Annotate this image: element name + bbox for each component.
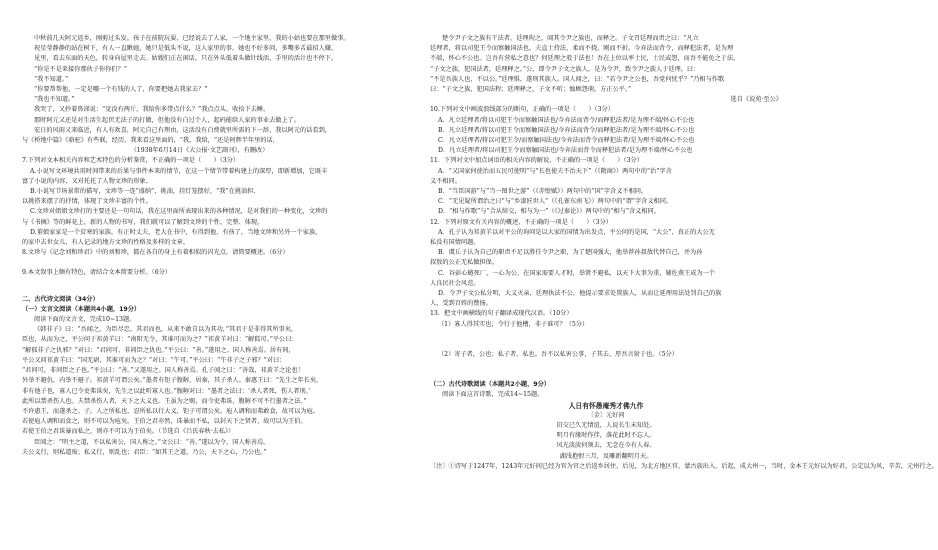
story-line: 与《桥地中篇》《骆驼》有些联，经历，我来看这里面的，“我，我给，“还是阿辉半年里的话， bbox=[22, 137, 279, 145]
option-c-cont: 人良民社会风范。 bbox=[430, 279, 480, 287]
passage-line: 平公又问祁黄羊曰：“国无尉，其谁可而为之？”对曰：“午可。”平公曰：“午非子之子邪？”对曰： bbox=[22, 356, 286, 364]
passage-line: 臣闻之：“明主之道，不以私害公，国人称之。”文公曰：“善。”遂以为令，国人称善焉。 bbox=[34, 438, 270, 446]
story-line: 我哭了，又抄着鼻涕说：“觉没有两斤，我给你多带点什么？”我点点头，收拾下去睡。 bbox=[34, 106, 270, 114]
option-c: C．谷彭心蜷死厂，一心为公，在国家需要人才时，举贤不避私，以天下大事为重，辅佐燕王成为一个 bbox=[438, 269, 715, 277]
option-d: D．令尹子文公私分明，大义灭亲，廷理执法不公，他提示要求处置族人，从而让延理用法处罚自己的族 bbox=[438, 290, 722, 298]
question-13: 13．把文中画横线的句子翻译成现代汉语。（10分） bbox=[430, 310, 573, 318]
option-c: C．“无见疑所谓治之日”与“乡漆匠世人”（《孔雀东南飞》）两句中的“谓”字含义相同。 bbox=[438, 198, 673, 206]
passage-line: “不是吾族人也，不以公。”廷理惧，遂刑其族人。国人闻之，曰：“若令尹之公也，吾党何忧乎？”乃相与作歌 bbox=[430, 75, 725, 83]
passage-line: 曰：“子文之族，犯国法程；廷理释之，子文不听；恤顾怨萌，方正公平。” bbox=[430, 86, 632, 94]
question-9: 9.本文叙事上颇有特色，请结合文本简要分析。（6分） bbox=[22, 269, 172, 277]
option-a: A.小说写文环境共用时间带来的后果与事件本来的情节，在这一个情节带着构建上的深厚，即新增加，它既丰 bbox=[30, 167, 328, 175]
passage-line: “解狐非子之仇邪？”对曰：“君问可，非问臣之仇也。”平公曰：“善。”遂用之。国人称善焉。居有间， bbox=[22, 346, 295, 354]
passage-line: 若使王伯之君诛暴而私之，则亦不可以为王伯矣。（节选自《吕氏春秋·去私》） bbox=[22, 428, 235, 436]
option-d: D．“相与作歌”与“合从缔交，相与为一”（《过秦论》）两句中的“相与”含义相同。 bbox=[438, 208, 660, 216]
story-line: 宏日的风雨又来临近，有人有欢喜，阿元自己有理由，这活没有白费就里所需的下一辞，我以阿元的话看到， bbox=[34, 126, 331, 134]
passage-line: 若使庖人调和而食之，则不可以为庖矣。王伯之君亦然，诛暴而不私，以封天下之贤者，故可以为王伯。 bbox=[22, 418, 307, 426]
question-13-2: （2）寄子者，公也；私子者，私也。吾不以私害公事，子其去，厚吾言射于也。（5分） bbox=[438, 350, 678, 358]
subsection-1-title: （一）文言文阅读（本题共4小题，19分） bbox=[22, 305, 141, 313]
subsection-2-intro: 阅读下面这首诗歌，完成14~15题。 bbox=[442, 391, 544, 399]
right-column bbox=[430, 34, 938, 472]
option-b: B．虞丘子认为自己的职责不足以胜任令尹之职，为了楚国强大，他举荐孙叔敖代替自己，并为孙 bbox=[438, 249, 703, 257]
story-line: 中秋前几天阿元返乡，刚剪过头发。孩子在前院玩耍，已经说去了人家，一个地主家里，我的小姑也要在那里做事。 bbox=[34, 35, 350, 42]
option-b-cont: 叔敖的公正无私做担保。 bbox=[430, 259, 499, 267]
question-12: 12．下列对原文有关内容的概述，不正确的一项是（ ）（3分） bbox=[430, 218, 612, 226]
story-line: 见里，看去东面的天色，转身向屋里走去。姑嫂们正在闲话，只在外头低着头做针线活，手里的活计也不停下。 bbox=[34, 55, 338, 63]
section-2-title: 二、古代诗文阅读（34分） bbox=[22, 295, 99, 303]
poem-note: 〔注〕①诗写于1247年，1243年元好问已经为官为官之后返乡居住，后见，为北方地区官，蒙古族出入，后起，成大州一，当时，金本王元好以为好君，公定以为风，辛苦，元州行之。 bbox=[430, 462, 938, 470]
poem-line: 风光淡淡何须去，无念在今有人春。 bbox=[556, 442, 656, 450]
dialogue-line: “你是不是来接你那伙子你你们？” bbox=[34, 65, 127, 73]
story-line: 祝星莹静静的站在树下，有人一直瞅她，她只是低头不说，这人家里的事，她也不好多问，多嘴多舌最招人嫌， bbox=[34, 45, 338, 53]
question-11: 11．下列对文中加点词语的相关内容的解说，不正确的一项是（ ）（3分） bbox=[430, 157, 643, 165]
question-8: 8.文珍与《记念刘和珍君》中的刘和珍，都在各自的身上有着相似的闪光点，请简要概述。（6分） bbox=[22, 249, 289, 257]
question-7: 7.下列对文本相关内容和艺术特色的分析鉴赏，不正确的一项是（ ）（3分） bbox=[22, 157, 240, 165]
option-a: A．“又国家何使治而五民可使明”与“长也使夫不治天下”（《隋商》）两句中的“治”字含 bbox=[438, 167, 672, 175]
passage-line: 《韩非子》曰：“吾闻之，为臣尽忠，其君而也，从来不敢自以为其功，”其君于是非得其所事矣， bbox=[34, 326, 298, 334]
option-d: D．凡立廷理者/将以司犯王令而察触国法也/今弃法而背令而释犯法者/是为理不端/怀心不公也 bbox=[438, 147, 693, 155]
option-b-cont: 以挑搭来摆了的抒情，体现了文珍丰富的个性。 bbox=[22, 198, 152, 206]
passage-line: 不端，怀心不公也。岂吾有营私之意也？何廷理之驳于法也！吾在上位以率士民，士民或怨，而吾不能免之于法。 bbox=[430, 55, 740, 63]
passage-line: 夫公义行，则私道废；私义行，则乱也；君臣：“如其王之道，乃公，天下之心，乃公也。” bbox=[22, 448, 267, 456]
passage-line: “子文之族，犯国法者，廷理释之。”公，即令尹子文之族人，是为令尹，致令尹之族人于廷理。曰： bbox=[430, 65, 700, 73]
poem-line: 湖浅抱恨三月，及雕新翻明月天。 bbox=[559, 452, 653, 460]
option-c-cont: 与《书摘》等的鲜花上，新的人物的书写，我们就可以了解到文珍的个性、完整、体现。 bbox=[22, 218, 264, 226]
passage-line: “君问可，非问臣之子也。”平公曰：“善。”又遂用之。国人称善焉。孔子闻之曰：“善哉，祁黄羊之论也！ bbox=[22, 367, 304, 375]
left-column bbox=[22, 34, 377, 458]
dialogue-line: “我也不知道。” bbox=[34, 96, 75, 104]
passage-line: 此所以禁杀伤人也。夫禁杀伤人者，天下之大义也。王虽为之赐，而令吏弗诛，腹䵍不可不行墨者之法。” bbox=[22, 397, 307, 405]
passage-line: 非有他子也，寡人已令吏弗诛矣，先生之以此听寡人也。”腹䵍对曰：“墨者之法曰：‘杀人者死，伤人者刑。’ bbox=[22, 387, 311, 395]
story-line: 那时阿元又还是对生活生起伏无法子的打做，但他没有白过个人，起码能给人家的事业去做上了。 bbox=[34, 116, 301, 124]
poem-author: 〔金〕元好问 bbox=[587, 411, 625, 419]
option-a: A．孔子认为祁黄羊以对平公的询问是以大家的国情为出发点，平公问的是国，“大公”，真正的大公无 bbox=[438, 228, 715, 236]
option-c: C.文珍对姐姐文珍打的主要还是一句句话，我在这里面所表现出来的各种情况，是对我们的一种变化，文珍的 bbox=[30, 208, 328, 216]
poem-line: 明月有缘时作伴，落花此时不忘人。 bbox=[556, 432, 656, 440]
passage-line: 楚令尹子文之族有干法者，廷理拘之，闻其令尹之族也，而释之。子文召廷理而责之曰：“凡立 bbox=[442, 35, 699, 42]
dialogue-line: “我不知道。” bbox=[34, 75, 69, 83]
option-a: A．凡立廷理者/将以司犯王令而察触国法也/今弃法而背令/而释犯法者/是为理不端/怀心不公也 bbox=[438, 116, 695, 124]
option-d: D.董娘家家是一个贫寒的家族，有正时丈夫，老大在书中，有得到他，有孩了，当地文珍和另外一个家族， bbox=[30, 228, 322, 236]
passage-line: 外举不避仇，内举不避子。祁黄羊可谓公矣。”墨者有钜子腹䵍，居秦，其子杀人。秦惠王曰：“先生之年长矣， bbox=[22, 377, 323, 385]
poem-line: 旧交已久无情谊，人说长生未知处。 bbox=[556, 421, 656, 429]
option-a-cont: 私没有国情问题。 bbox=[430, 239, 480, 247]
option-a-cont: 义不相同。 bbox=[430, 177, 461, 185]
passage-line: 廷理者，将以司犯王令而察触国法也。夫直士持法，柔而不挠，刚而不折。今弃法而背令，而释犯法者，是为理 bbox=[430, 45, 734, 53]
option-d-cont: 的家中去世女儿，有人记录的地方文珍的性格及多样的文章。 bbox=[22, 239, 190, 247]
story-source: （1938年6月14日《大公报·文艺副刊》，有删改） bbox=[130, 147, 269, 155]
passage-source: 选自《说苑·至公》 bbox=[730, 96, 782, 104]
option-a-cont: 富了小说的内容，又对托托了人物文珍的形象。 bbox=[22, 177, 152, 185]
passage-line: 不许惠王，而遂杀之。子，人之所私也，忍所私以行大义，钜子可谓公矣。庖人调和而弗敢食，故可以为庖。 bbox=[22, 407, 319, 415]
option-b: B.小说写节场景常的描写，文珍等一连“盛纳”、挑油，挂灯笼摆好，“我”在挑油担、 bbox=[30, 188, 260, 196]
poem-title: 人日有怀愚庵秀才佛九作 bbox=[568, 401, 644, 410]
dialogue-line: “你要帮帮他，一定是哪一个有钱的人了，你要把她去我家去？” bbox=[34, 86, 208, 94]
question-10: 10.下列对文中画波浪线部分的断句，正确的一项是（ ）（3分） bbox=[430, 106, 614, 114]
option-b: B．凡立廷理者/将以司犯王令而察触国法也/今弃法而背令/而释犯法者/是为理不端/怀心不公也 bbox=[438, 126, 695, 134]
option-c: C．凡立廷理者/将以司犯王令/而察触国法也/今弃法而背令而释犯法者/是为理不端/怀心不公也 bbox=[438, 137, 695, 145]
subsection-1-intro: 阅读下面的文言文，完成10~13题。 bbox=[34, 316, 136, 324]
passage-line: 臣也，从而为之，平公问于祁黄羊曰：“南阳无令，其谁可而为之？”祁黄羊对曰：“解狐可。”平公曰： bbox=[22, 336, 298, 344]
option-d-cont: 人，受到百姓的赞扬。 bbox=[430, 300, 492, 308]
question-13-1: （1）寡人得其实也，令行于他槽，非子谁可？（5分） bbox=[438, 320, 589, 328]
option-b: B．“当臣国游”与“当一图世之游”（《赤壁赋》）两句中的“国”字含义不相同。 bbox=[438, 188, 648, 196]
subsection-2-title: （二）古代诗歌阅读（本题共2小题，9分） bbox=[430, 381, 550, 389]
